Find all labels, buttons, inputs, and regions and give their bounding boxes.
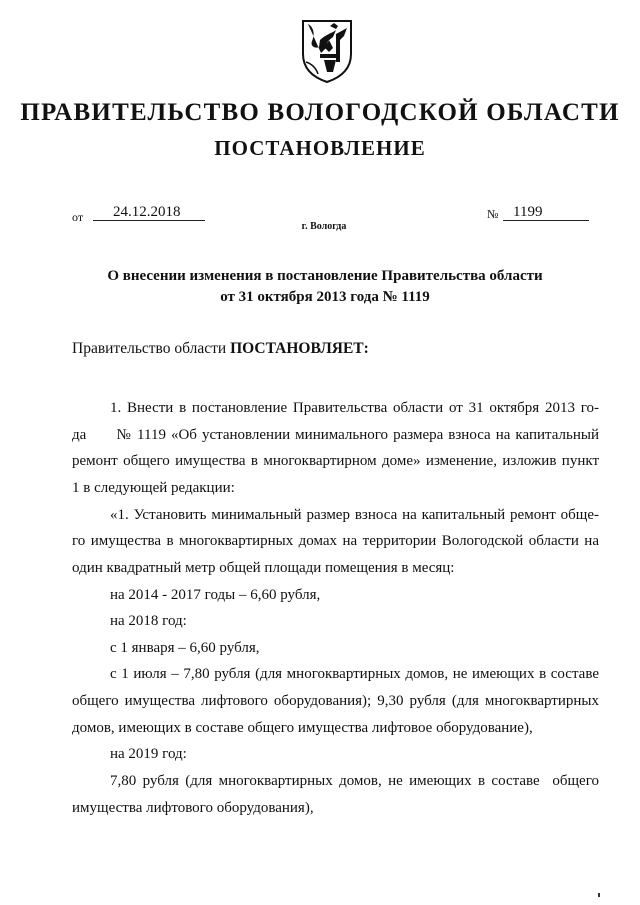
document-type: ПОСТАНОВЛЕНИЕ <box>214 136 426 160</box>
body-line: 1 в следующей редакции: <box>72 480 235 496</box>
body-line: общего имущества лифтового оборудования); 9,30 рубля (для многоквартирных <box>72 693 599 709</box>
body-line: на 2019 год: <box>110 746 187 762</box>
body-line: на 2014 - 2017 годы – 6,60 рубля, <box>110 587 321 603</box>
number-prefix: № <box>487 207 499 221</box>
body-line: 7,80 рубля (для многоквартирных домов, не имеющих в составе общего <box>110 773 599 789</box>
body-line: го имущества в многоквартирных домах на территории Вологодской области на <box>72 533 599 549</box>
body-line: домов, имеющих в составе общего имущества лифтовое оборудование), <box>72 720 533 736</box>
page-edge-mark <box>598 893 600 897</box>
body-line: с 1 июля – 7,80 рубля (для многоквартирных домов, не имеющих в составе <box>110 666 599 682</box>
preamble <box>72 340 369 358</box>
body-line: да № 1119 «Об установлении минимального размера взноса на капитальный <box>72 427 599 443</box>
subject-line-2: от 31 октября 2013 года № 1119 <box>220 289 430 305</box>
body-line: имущества лифтового оборудования), <box>72 800 314 816</box>
date-prefix: от <box>72 210 84 224</box>
body-line: ремонт общего имущества в многоквартирном доме» изменение, изложив пункт <box>72 453 599 469</box>
coat-of-arms-emblem <box>300 18 354 84</box>
preamble-verb: ПОСТАНОВЛЯЕТ: <box>230 340 369 357</box>
body-line: на 2018 год: <box>110 613 187 629</box>
body-line: с 1 января – 6,60 рубля, <box>110 640 260 656</box>
body-line: «1. Установить минимальный размер взноса на капитальный ремонт обще- <box>110 507 599 523</box>
body-line: один квадратный метр общей площади помещения в месяц: <box>72 560 455 576</box>
document-date: 24.12.2018 <box>93 203 205 221</box>
government-title: ПРАВИТЕЛЬСТВО ВОЛОГОДСКОЙ ОБЛАСТИ <box>20 99 620 126</box>
preamble-text: Правительство области <box>72 340 231 357</box>
body-line: 1. Внести в постановление Правительства области от 31 октября 2013 го- <box>110 400 599 416</box>
document-number: 1199 <box>503 203 589 221</box>
city-label: г. Вологда <box>301 221 347 232</box>
document-subject <box>60 266 590 308</box>
subject-line-1: О внесении изменения в постановление Правительства области <box>107 268 543 284</box>
